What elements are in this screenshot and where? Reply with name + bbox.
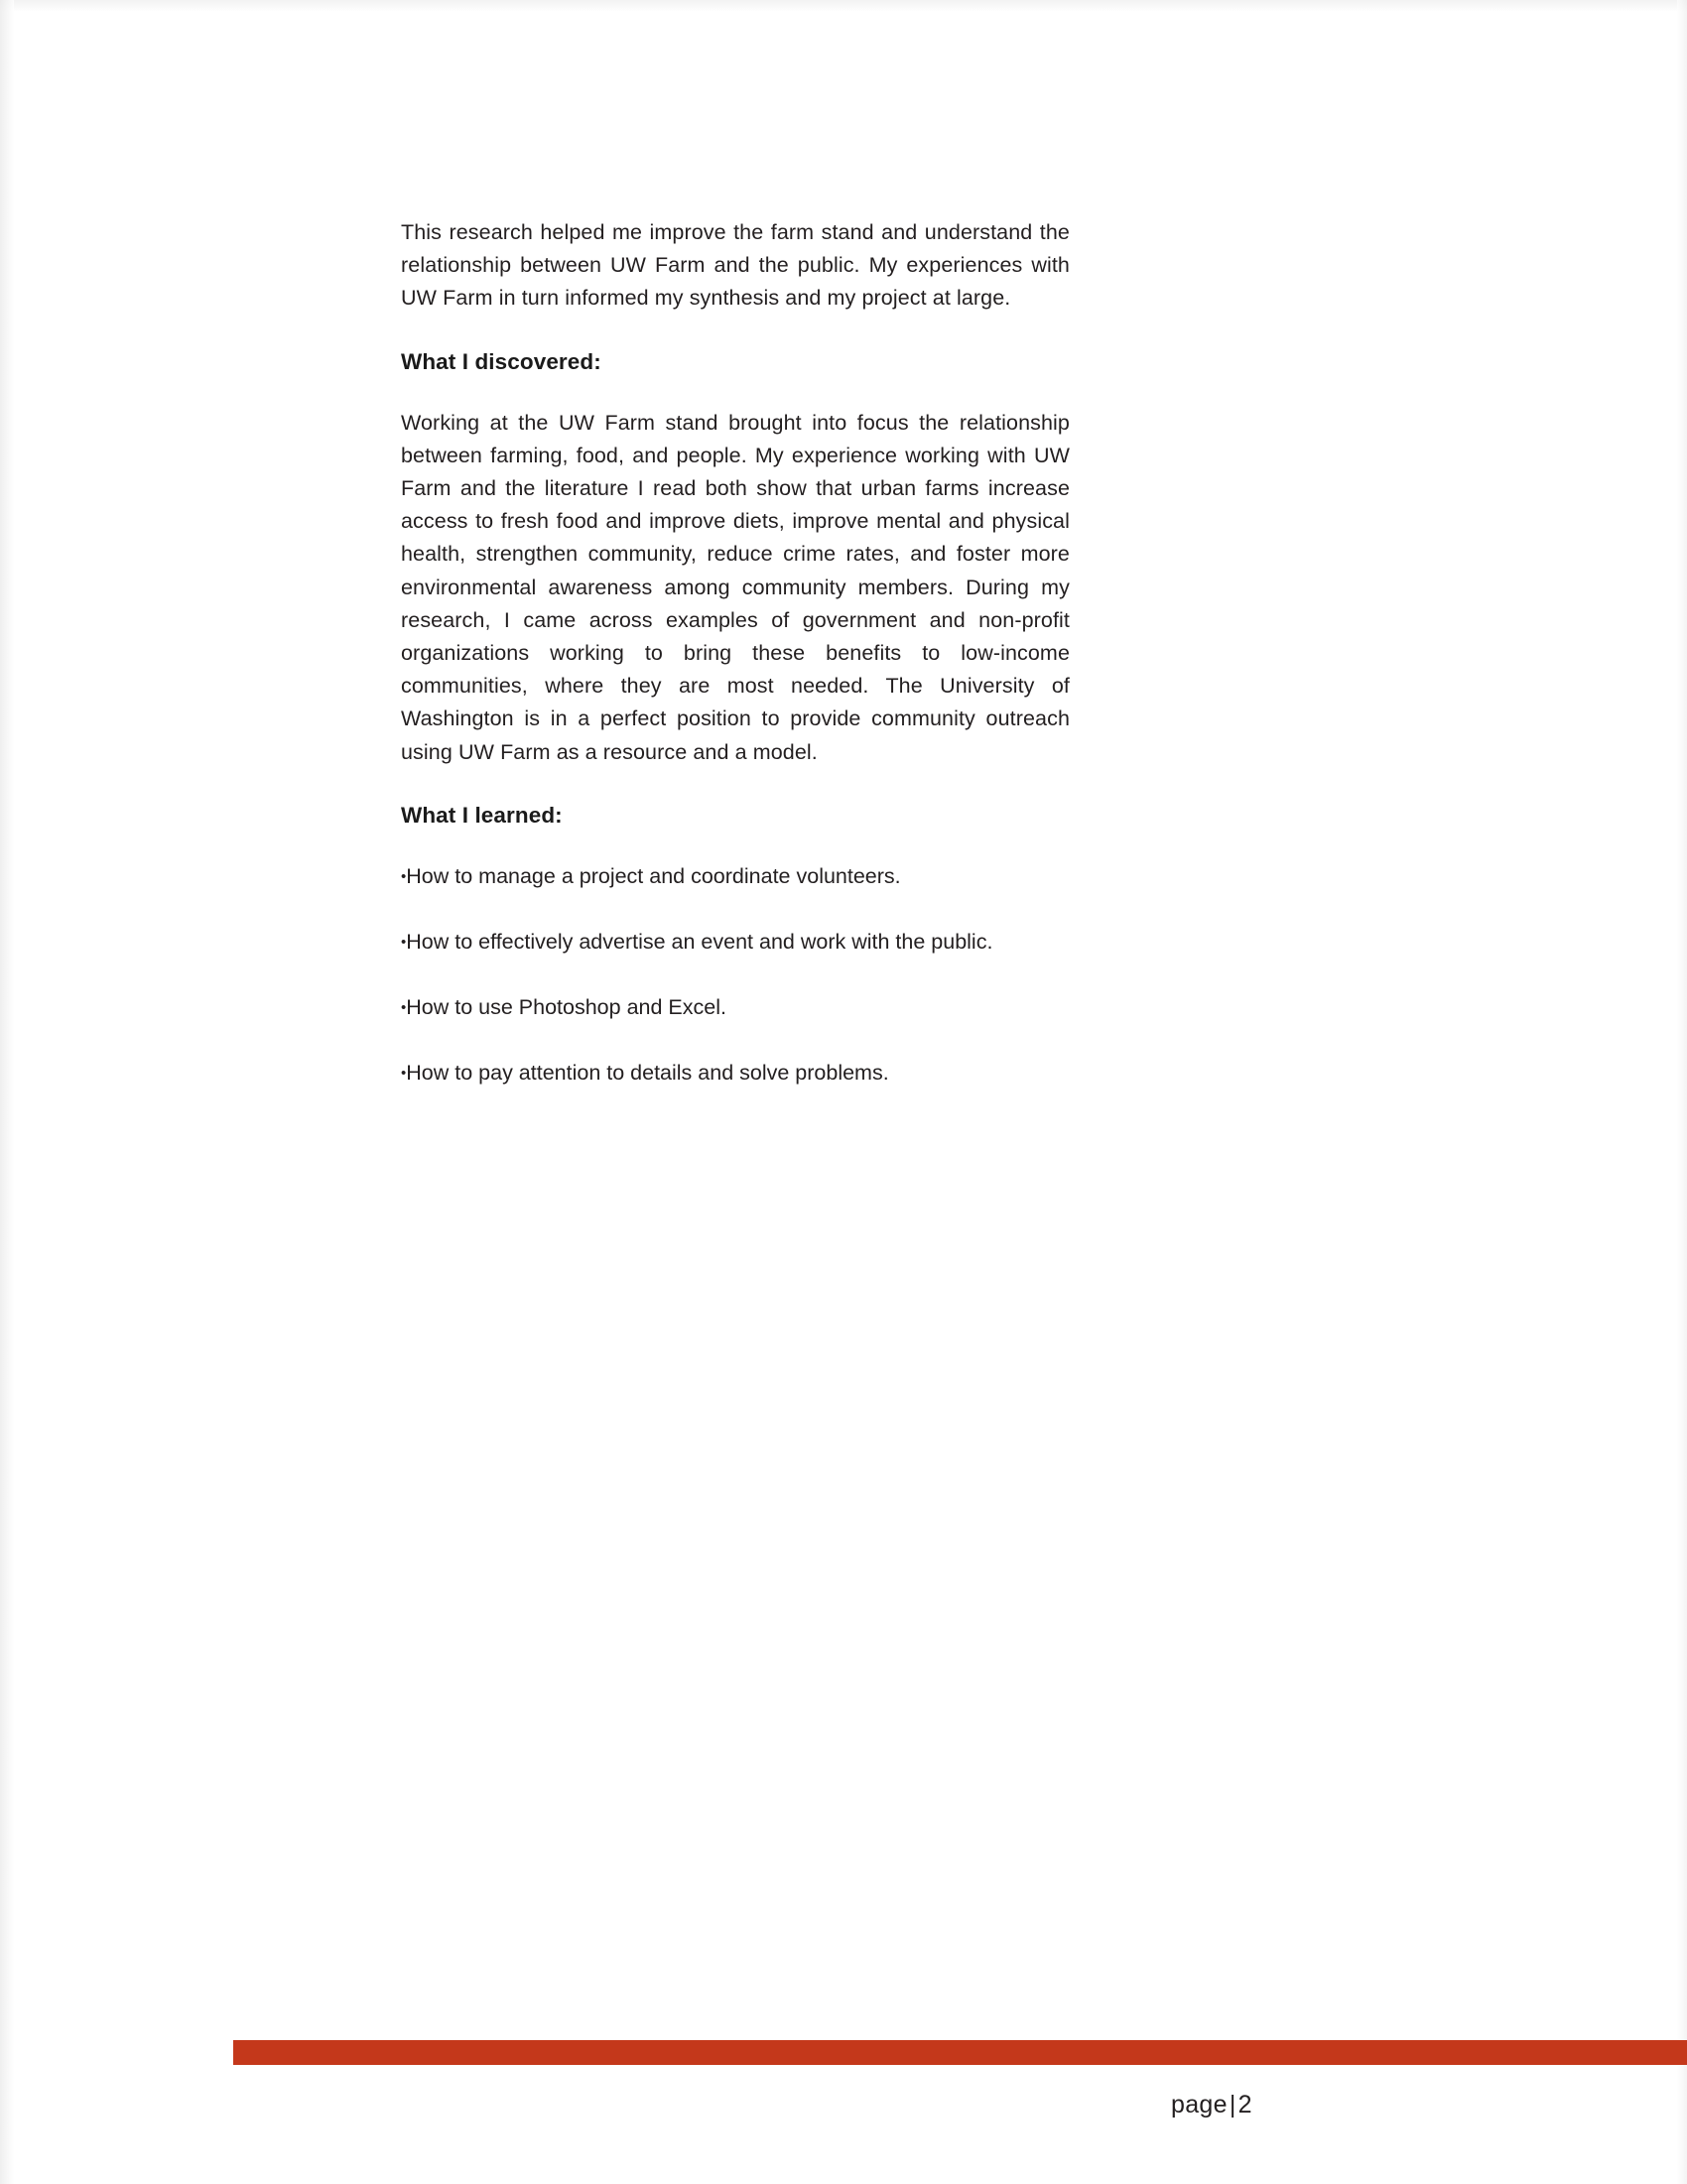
- list-item: [401, 926, 1070, 959]
- paragraph-intro: This research helped me improve the farm stand and understand the relationship between UW Farm and the public. My experiences with UW Farm in turn informed my synthesis and my project at large.: [401, 220, 1070, 311]
- bullet-marker-icon: •: [401, 1065, 407, 1083]
- bullet-marker-icon: •: [401, 934, 407, 952]
- section-heading-learned: What I learned:: [401, 802, 563, 828]
- section-heading-discovered: What I discovered:: [401, 348, 601, 374]
- list-item: [401, 860, 1070, 893]
- footer-separator: |: [1229, 2091, 1236, 2119]
- footer-accent-bar: [233, 2040, 1687, 2065]
- list-item-text: How to manage a project and coordinate volunteers.: [406, 863, 901, 888]
- page-edge-shading-left: [0, 0, 14, 2184]
- page-edge-shading-right: [1677, 0, 1687, 2184]
- page-edge-shading-top: [0, 0, 1687, 12]
- list-item-text: How to effectively advertise an event and work with the public.: [406, 930, 993, 955]
- list-item-text: How to pay attention to details and solve problems.: [406, 1061, 889, 1086]
- footer-page-number: 2: [1237, 2091, 1252, 2119]
- bullet-marker-icon: •: [401, 999, 407, 1017]
- paragraph-discovered: Working at the UW Farm stand brought into focus the relationship between farming, food, and people. My experience working with UW Farm and the literature I read both show that urban farms increase access to fresh food and improve diets, improve mental and physical health, strengthen community, reduce crime rates, and foster more environmental awareness among community members. During my research, I came across examples of government and non-profit organizations working to bring these benefits to low-income communities, where they are most needed. The University of Washington is in a perfect position to provide community outreach using UW Farm as a resource and a model.: [401, 410, 1070, 764]
- section-heading-learned-block: [401, 769, 1070, 860]
- list-item-text: How to use Photoshop and Excel.: [406, 995, 726, 1020]
- section-heading-discovered-block: [401, 316, 1070, 407]
- bullet-marker-icon: •: [401, 867, 407, 885]
- list-item: [401, 1057, 1070, 1090]
- text-column: [401, 216, 1070, 1123]
- footer-page-label: page: [1171, 2091, 1228, 2119]
- list-item: [401, 991, 1070, 1024]
- footer-page-indicator: [1171, 2091, 1469, 2120]
